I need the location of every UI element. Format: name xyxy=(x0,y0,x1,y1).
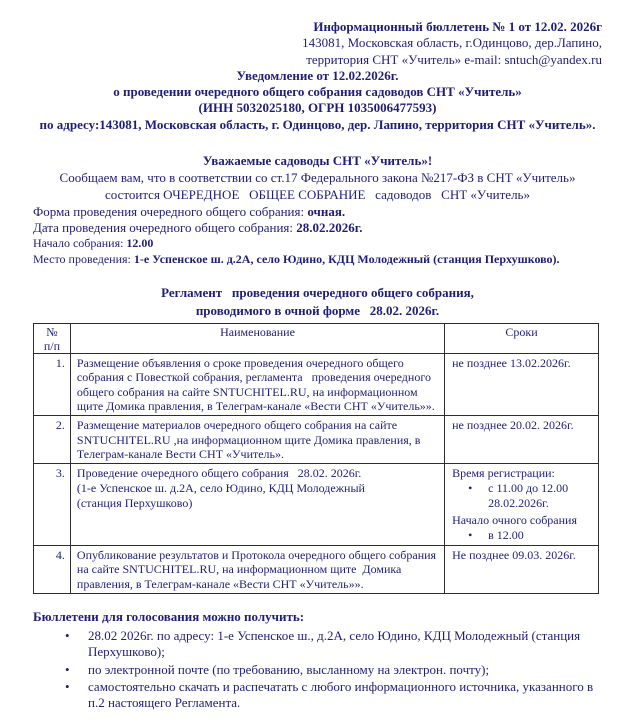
bullet-icon: • xyxy=(65,628,70,644)
bulletin-number-line: Информационный бюллетень № 1 от 12.02. 2026г xyxy=(313,19,602,34)
list-item xyxy=(65,662,602,678)
column-header-name: Наименование xyxy=(70,324,444,354)
notice-address: по адресу:143081, Московская область, г. Одинцово, дер. Лапино, территория СНТ «Учитель». xyxy=(39,116,596,132)
meeting-start-value: 12.00 xyxy=(126,236,154,251)
notice-subject: о проведении очередного общего собрания садоводов СНТ «Учитель» xyxy=(113,84,522,100)
greeting-salutation: Уважаемые садоводы СНТ «Учитель»! xyxy=(202,153,433,169)
list-item-text: самостоятельно скачать и распечатать с любого информационного источника, указанного в п.2 настоящего Регламента. xyxy=(88,678,597,711)
column-header-num: № п/п xyxy=(34,324,71,354)
column-header-deadline: Сроки xyxy=(445,324,599,354)
list-item xyxy=(65,628,602,661)
deadline-cell: Не позднее 09.03. 2026г. xyxy=(445,546,599,594)
row-number-cell: 3. xyxy=(34,464,71,546)
meeting-start-label: Начало собрания: xyxy=(33,236,127,251)
org-address-line-1: 143081, Московская область, г.Одинцово, дер.Лапино, xyxy=(302,35,602,51)
regulation-title-line-2: проводимого в очной форме 28.02. 2026г. xyxy=(195,303,440,319)
list-item xyxy=(65,679,602,712)
bullet-icon: • xyxy=(65,678,70,694)
meeting-row-line-3: (станция Перхушково) xyxy=(76,496,193,511)
meeting-form-line xyxy=(33,204,602,220)
deadline-cell: не позднее 13.02.2026г. xyxy=(445,354,599,416)
bullet-icon: • xyxy=(468,481,473,496)
row-number-cell: 1. xyxy=(34,354,71,416)
greeting-section xyxy=(33,152,602,203)
name-cell xyxy=(70,464,444,546)
regulation-table xyxy=(33,323,599,594)
org-address-line-2: территория СНТ «Учитель» e-mail: sntuch@yandex.ru xyxy=(306,51,602,67)
meeting-place-line xyxy=(33,252,602,268)
ballots-title: Бюллетени для голосования можно получить: xyxy=(33,609,305,625)
registration-time-item xyxy=(452,481,596,511)
list-item-text: 28.02 2026г. по адресу: 1-е Успенское ш., д.2А, село Юдино, КДЦ Молодежный (станция Перхушково); xyxy=(88,628,584,660)
registration-time-title: Время регистрации: xyxy=(452,466,555,481)
meeting-start-text: в 12.00 xyxy=(488,528,524,543)
regulation-title-line-1: Регламент проведения очередного общего собрания, xyxy=(161,285,474,301)
meeting-start-subtitle: Начало очного собрания xyxy=(452,513,577,528)
meeting-date-value: 28.02.2026г. xyxy=(296,220,363,236)
document-header xyxy=(33,19,602,133)
list-item-text: по электронной почте (по требованию, высланному на электрон. почту); xyxy=(88,661,490,677)
row-number-cell: 4. xyxy=(34,546,71,594)
meeting-place-value: 1-е Успенское ш. д.2А, село Юдино, КДЦ Молодежный (станция Перхушково). xyxy=(133,251,560,266)
meeting-details xyxy=(33,204,602,267)
meeting-start-item xyxy=(452,528,596,543)
meeting-form-value: очная. xyxy=(307,204,346,220)
meeting-form-label: Форма проведения очередного общего собрания: xyxy=(33,204,308,220)
meeting-row-line-1: Проведение очередного общего собрания 28.02. 2026г. xyxy=(76,466,362,481)
meeting-place-label: Место проведения: xyxy=(33,251,134,266)
name-cell: Размещение объявления о сроке проведения очередного общего собрания с Повесткой собрания, регламента проведения очередного общего собрания на сайте SNTUCHITEL.RU, на информационном щите Домика правления, в Телеграм-канале «Вести СНТ «Учитель»». xyxy=(70,354,444,416)
ballots-section xyxy=(33,608,602,711)
bullet-icon: • xyxy=(65,661,70,677)
name-cell: Размещение материалов очередного общего собрания на сайте SNTUCHITEL.RU ,на информационном щите Домика правления, в Телеграм-канале Вести СНТ «Учитель». xyxy=(70,416,444,464)
deadline-cell: не позднее 20.02. 2026г. xyxy=(445,416,599,464)
bullet-icon: • xyxy=(468,528,473,543)
table-row xyxy=(34,546,599,594)
meeting-date-label: Дата проведения очередного общего собрания: xyxy=(33,220,297,236)
notice-inn-ogrn: (ИНН 5032025180, ОГРН 1035006477593) xyxy=(198,100,437,116)
table-row xyxy=(34,464,599,546)
registration-time-text: с 11.00 до 12.00 28.02.2026г. xyxy=(488,481,569,511)
deadline-cell xyxy=(445,464,599,546)
notice-title: Уведомление от 12.02.2026г. xyxy=(236,67,399,83)
ballots-list xyxy=(33,628,602,711)
greeting-text-2: состоится ОЧЕРЕДНОЕ ОБЩЕЕ СОБРАНИЕ садоводов СНТ «Учитель» xyxy=(105,187,530,203)
table-header-row xyxy=(34,324,599,354)
regulation-title xyxy=(33,284,602,320)
meeting-start-line xyxy=(33,236,602,252)
name-cell: Опубликование результатов и Протокола очередного общего собрания на сайте SNTUCHITEL.RU, на информационном щите Домика правления, в Телеграм-канале «Вести СНТ «Учитель»». xyxy=(70,546,444,594)
meeting-row-line-2: (1-е Успенское ш. д.2А, село Юдино, КДЦ Молодежный xyxy=(76,481,365,496)
row-number-cell: 2. xyxy=(34,416,71,464)
table-row xyxy=(34,354,599,416)
meeting-date-line xyxy=(33,220,602,236)
table-row xyxy=(34,416,599,464)
greeting-text-1: Сообщаем вам, что в соответствии со ст.17 Федерального закона №217-ФЗ в СНТ «Учитель» xyxy=(59,170,576,186)
